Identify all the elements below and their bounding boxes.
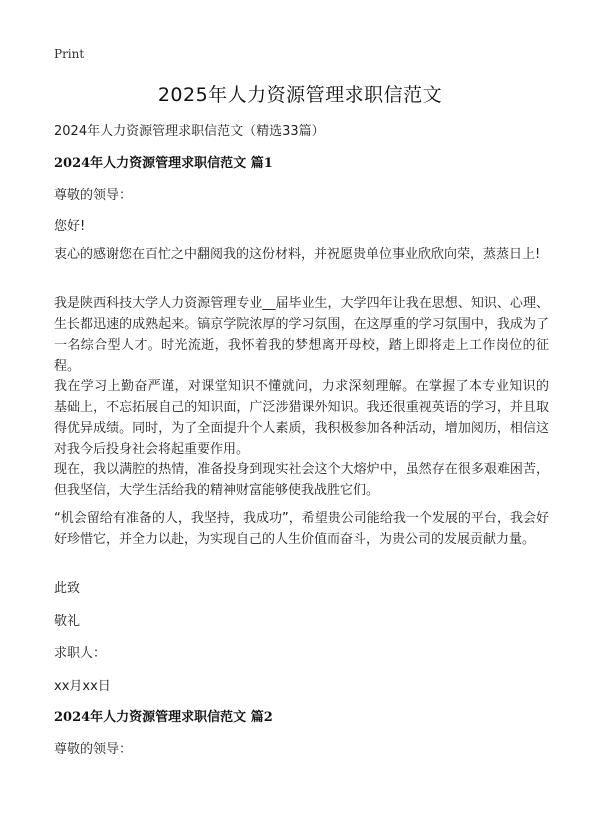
letter1-signature: 求职人： [54, 646, 107, 661]
letter1-paragraph: 我在学习上勤奋严谨，对课堂知识不懂就问，力求深刻理解。在掌握了本专业知识的 基础上，不忘拓展自己的知识面，广泛涉猎课外知识。我还很重视英语的学习，并且取得优异成绩。同时，为了全面提升个人素质，我积极参加各种活动，增加阅历，相信这对我今后投身社会将起重要作用。 [54, 379, 549, 457]
letter2-salutation: 尊敬的领导： [54, 742, 133, 757]
letter1-closing-1: 此致 [54, 581, 81, 596]
letter2-heading: 2024年人力资源管理求职信范文 篇2 [54, 710, 273, 725]
letter1-date: xx月xx日 [54, 679, 111, 694]
letter1-greeting: 您好! [54, 219, 86, 234]
print-label: Print [54, 47, 85, 61]
letter1-heading: 2024年人力资源管理求职信范文 篇1 [54, 156, 273, 171]
letter1-closing-2: 敬礼 [54, 614, 81, 629]
letter1-paragraph: 衷心的感谢您在百忙之中翻阅我的这份材料，并祝愿贵单位事业欣欣向荣，蒸蒸日上! [54, 247, 541, 262]
letter1-paragraph: 现在，我以满腔的热情，准备投身到现实社会这个大熔炉中，虽然存在很多艰难困苦，但我坚信，大学生活给我的精神财富能够使我战胜它们。 [54, 462, 549, 498]
letter1-salutation: 尊敬的领导： [54, 188, 133, 203]
document-title: 2025年人力资源管理求职信范文 [157, 84, 443, 106]
letter1-paragraph: 我是陕西科技大学人力资源管理专业__届毕业生，大学四年让我在思想、知识、心理、生长都迅速的成熟起来。镐京学院浓厚的学习氛围，在这厚重的学习氛围中，我成为了一名综合型人才。时光流逝，我怀着我的梦想离开母校，踏上即将走上工作岗位的征程。 [54, 296, 549, 374]
document-subtitle: 2024年人力资源管理求职信范文（精选33篇） [54, 124, 325, 139]
letter1-paragraph: “机会留给有准备的人，我坚持，我成功”，希望贵公司能给我一个发展的平台，我会好好珍惜它，并全力以赴，为实现自己的人生价值而奋斗，为贵公司的发展贡献力量。 [54, 511, 549, 547]
